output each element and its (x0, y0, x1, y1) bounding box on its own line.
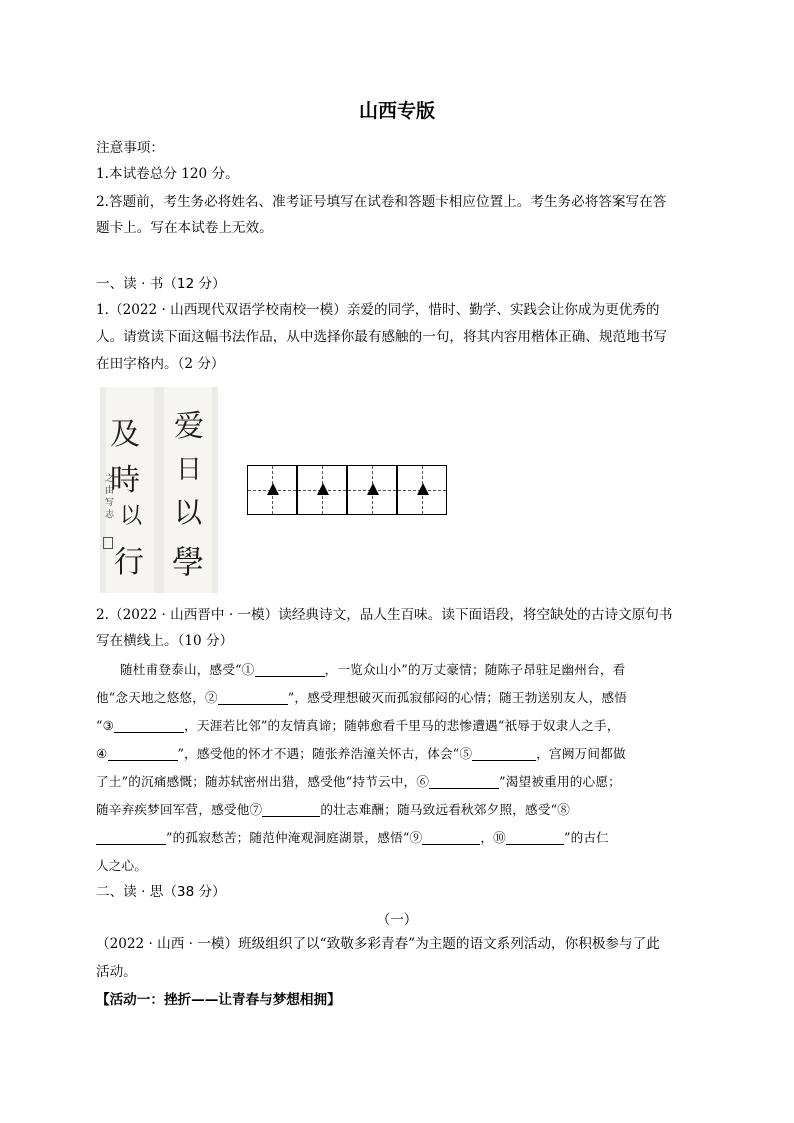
triangle-marker-icon (417, 483, 429, 495)
answer-blank-4[interactable] (108, 747, 178, 761)
answer-blank-6[interactable] (429, 775, 499, 789)
notice-item-2-line-1: 2.答题前，考生务必将姓名、准考证号填写在试卷和答题卡相应位置上。考生务必将答案写在答 (96, 194, 667, 210)
passage-line: “③ ，天涯若比邻”的友情真谛；随韩愈看千里马的悲惨遭遇“祇辱于奴隶人之手， (96, 718, 620, 733)
notice-item-1: 1.本试卷总分 120 分。 (96, 166, 239, 182)
calligraphy-char: 爱 (174, 409, 204, 444)
subsection-number: （一） (376, 912, 418, 928)
passage-line: 人之心。 (96, 858, 148, 873)
calligraphy-char: 日 (176, 455, 203, 485)
passage-line: 了土”的沉痛感慨；随苏轼密州出猎，感受他“持节云中，⑥ ”渴望被重用的心愿； (96, 774, 621, 789)
grid-cell[interactable] (347, 465, 397, 515)
calligraphy-char: 行 (114, 545, 144, 580)
notice-item-2-line-2: 题卡上。写在本试卷上无效。 (96, 220, 273, 236)
calligraphy-char: 以 (120, 504, 143, 529)
section-2-intro-line-2: 活动。 (96, 964, 137, 980)
answer-blank-1[interactable] (255, 663, 325, 677)
passage-line: ”的孤寂愁苦；随范仲淹观洞庭湖景，感悟“⑨ ，⑩ ”的古仁 (96, 828, 609, 848)
calligraphy-signature: 之由写志 (103, 473, 113, 521)
section-1-heading: 一、读 · 书（12 分） (96, 276, 226, 292)
answer-blank-7[interactable] (262, 803, 320, 817)
section-2-intro-line-1: （2022 · 山西 · 一模）班级组织了以“致敬多彩青春”为主题的语文系列活动，你积极参与了此 (96, 936, 660, 952)
answer-blank-8[interactable] (96, 831, 166, 845)
notice-heading: 注意事项： (96, 140, 164, 156)
calligraphy-char: 學 (172, 543, 205, 581)
question-2-line-1: 2.（2022 · 山西晋中 · 一模）读经典诗文，品人生百味。读下面语段，将空缺处的古诗文原句书 (96, 607, 673, 623)
seal-stamp (103, 537, 113, 549)
triangle-marker-icon (317, 483, 329, 495)
question-1-line-1: 1.（2022 · 山西现代双语学校南校一模）亲爱的同学，惜时、勤学、实践会让你成为更优秀的 (96, 302, 660, 318)
answer-blank-3[interactable] (114, 719, 184, 733)
page-title: 山西专版 (358, 100, 435, 122)
grid-cell[interactable] (397, 465, 447, 515)
answer-blank-10[interactable] (506, 831, 564, 845)
grid-cell[interactable] (247, 465, 297, 515)
answer-blank-2[interactable] (218, 691, 288, 705)
passage-line: 他“念天地之悠悠，② ”，感受理想破灭而孤寂郁闷的心情；随王勃送别友人，感悟 (96, 690, 628, 705)
calligraphy-char: 以 (174, 496, 203, 529)
calligraphy-artwork (100, 387, 218, 593)
activity-1-heading: 【活动一：挫折——让青春与梦想相拥】 (96, 992, 341, 1008)
answer-blank-5[interactable] (472, 747, 536, 761)
calligraphy-char: 及 (110, 417, 140, 452)
passage-line: ④ ”，感受他的怀才不遇；随张养浩潼关怀古，体会“⑤ ，宫阙万间都做 (96, 746, 626, 761)
triangle-marker-icon (267, 483, 279, 495)
section-2-heading: 二、读 · 思（38 分） (96, 884, 226, 900)
passage-line: 随杜甫登泰山，感受“① ，一览众山小”的万丈豪情；随陈子昂驻足幽州台，看 (120, 662, 626, 677)
triangle-marker-icon (367, 483, 379, 495)
question-2-line-2: 写在横线上。（10 分） (96, 633, 234, 649)
grid-cell[interactable] (297, 465, 347, 515)
question-1-line-3: 在田字格内。（2 分） (96, 356, 225, 372)
answer-blank-9[interactable] (422, 831, 480, 845)
passage-line: 随辛弃疾梦回军营，感受他⑦ 的壮志难酬；随马致远看秋郊夕照，感受“⑧ (96, 802, 571, 817)
question-1-line-2: 人。请赏读下面这幅书法作品，从中选择你最有感触的一句，将其内容用楷体正确、规范地书写 (96, 329, 667, 345)
calligraphy-char: 時 (110, 463, 140, 498)
